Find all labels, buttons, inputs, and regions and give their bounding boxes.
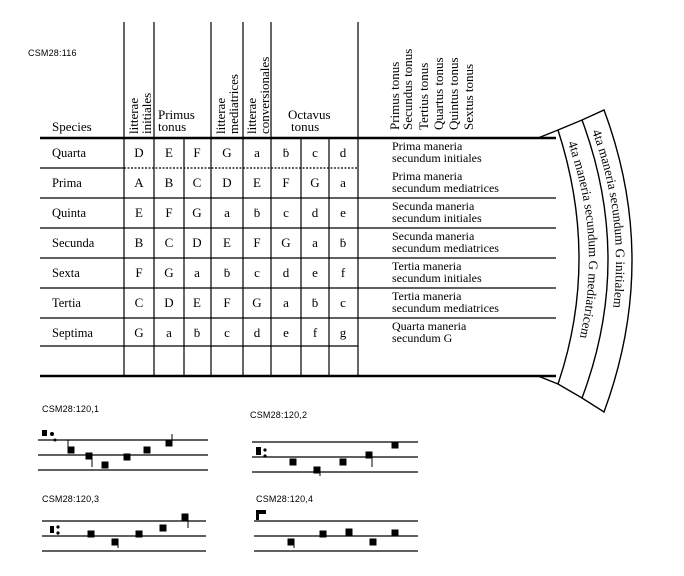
- letter-cell: c: [254, 265, 260, 280]
- species-cell: Quinta: [52, 206, 87, 220]
- maneria-cell: Tertia maneria: [392, 259, 462, 273]
- table-grid: [40, 22, 556, 376]
- species-cell: Prima: [52, 176, 82, 190]
- letter-cell: c: [224, 325, 230, 340]
- letter-cell: E: [223, 235, 231, 250]
- maneria-cell: secundum mediatrices: [392, 181, 499, 195]
- letter-cell: f: [312, 325, 318, 340]
- letter-cell: ḃ: [223, 265, 231, 280]
- letter-cell: d: [253, 325, 261, 340]
- letter-cell: g: [339, 325, 347, 340]
- example-label-4: CSM28:120,4: [256, 494, 314, 504]
- letter-cell: D: [134, 145, 144, 160]
- letter-cell: a: [254, 145, 260, 160]
- letter-cell: G: [222, 145, 232, 160]
- letter-cell: G: [252, 295, 262, 310]
- letter-cell: C: [164, 235, 174, 250]
- letter-cell: A: [134, 175, 144, 190]
- maneria-cell: secundum mediatrices: [392, 301, 499, 315]
- letter-cell: e: [312, 265, 318, 280]
- letter-cell: d: [339, 145, 347, 160]
- header-tonus-5: Quintus tonus: [446, 57, 461, 130]
- letter-cell: a: [194, 265, 200, 280]
- arc-label-outer: 4ta maneria secundum G initialem: [589, 127, 629, 309]
- header-litterae-mediatrices-1: litterae: [213, 97, 228, 134]
- maneria-cell: secundum initiales: [392, 271, 482, 285]
- letter-cell: D: [164, 295, 174, 310]
- letter-cell: G: [281, 235, 291, 250]
- letter-cell: ḃ: [339, 235, 347, 250]
- letter-cell: E: [165, 145, 173, 160]
- letter-cell: a: [224, 205, 230, 220]
- example-label-1: CSM28:120,1: [42, 404, 100, 414]
- letter-cell: ḃ: [193, 325, 201, 340]
- header-primus-tonus-1: Primus: [158, 107, 195, 122]
- letter-cell: d: [311, 205, 319, 220]
- letter-cell: F: [135, 265, 143, 280]
- letter-cell: G: [310, 175, 320, 190]
- letter-cell: a: [283, 295, 289, 310]
- example-label-2: CSM28:120,2: [250, 410, 308, 420]
- maneria-cell: secundum G: [392, 331, 453, 345]
- letter-cell: B: [164, 175, 174, 190]
- letter-cell: e: [340, 205, 346, 220]
- species-cell: Quarta: [52, 146, 87, 160]
- header-litterae-initiales-1: litterae: [126, 97, 141, 134]
- letter-cell: C: [192, 175, 202, 190]
- example-label-3: CSM28:120,3: [42, 494, 100, 504]
- species-cell: Secunda: [52, 236, 95, 250]
- letter-cell: F: [193, 145, 201, 160]
- letter-cell: a: [312, 235, 318, 250]
- header-litterae-conversionales-2: conversionales: [257, 56, 272, 134]
- letter-cell: c: [340, 295, 346, 310]
- maneria-cell: Prima maneria: [392, 139, 463, 153]
- letter-cell: ḃ: [282, 145, 290, 160]
- letter-cell: G: [164, 265, 174, 280]
- species-cell: Sexta: [52, 266, 80, 280]
- maneria-cell: Prima maneria: [392, 169, 463, 183]
- letter-cell: ḃ: [253, 205, 261, 220]
- maneria-cell: secundum initiales: [392, 211, 482, 225]
- letter-cell: F: [165, 205, 173, 220]
- letter-cell: G: [192, 205, 202, 220]
- letter-cell: E: [193, 295, 201, 310]
- letter-cell: E: [253, 175, 261, 190]
- header-species: Species: [52, 119, 92, 134]
- letter-cell: E: [135, 205, 143, 220]
- letter-cell: C: [134, 295, 144, 310]
- maneria-cell: secundum mediatrices: [392, 241, 499, 255]
- letter-cell: B: [134, 235, 144, 250]
- letter-cell: e: [283, 325, 289, 340]
- letter-cell: F: [253, 235, 261, 250]
- letter-cell: a: [166, 325, 172, 340]
- header-litterae-conversionales-1: litterae: [244, 97, 259, 134]
- figure-label: CSM28:116: [28, 48, 77, 58]
- arc-label-inner: 4ta maneria secundum G mediatricem: [564, 138, 602, 341]
- letter-cell: D: [222, 175, 232, 190]
- maneria-cell: Secunda maneria: [392, 199, 475, 213]
- letter-cell: c: [312, 145, 318, 160]
- species-cell: Septima: [52, 326, 93, 340]
- letter-cell: d: [282, 265, 290, 280]
- header-primus-tonus-2: tonus: [158, 119, 187, 134]
- maneria-cell: Quarta maneria: [392, 319, 467, 333]
- species-cell: Tertia: [52, 296, 81, 310]
- letter-cell: F: [282, 175, 290, 190]
- letter-cell: ḃ: [311, 295, 319, 310]
- header-octavus-tonus-1: Octavus: [288, 107, 331, 122]
- header-litterae-initiales-2: initiales: [139, 92, 154, 134]
- maneria-cell: secundum initiales: [392, 151, 482, 165]
- letter-cell: G: [134, 325, 144, 340]
- letter-cell: D: [192, 235, 202, 250]
- header-litterae-mediatrices-2: mediatrices: [226, 74, 241, 134]
- maneria-cell: Secunda maneria: [392, 229, 475, 243]
- header-tonus-2: Secundus tonus: [400, 48, 415, 130]
- letter-cell: c: [283, 205, 289, 220]
- header-tonus-6: Sextus tonus: [461, 63, 476, 130]
- header-tonus-4: Quartus tonus: [431, 57, 446, 130]
- letter-cell: f: [340, 265, 346, 280]
- letter-cell: a: [340, 175, 346, 190]
- maneria-cell: Tertia maneria: [392, 289, 462, 303]
- letter-cell: F: [223, 295, 231, 310]
- header-octavus-tonus-2: tonus: [291, 119, 320, 134]
- header-tonus-3: Tertius tonus: [416, 62, 431, 130]
- header-tonus-1: Primus tonus: [387, 61, 402, 130]
